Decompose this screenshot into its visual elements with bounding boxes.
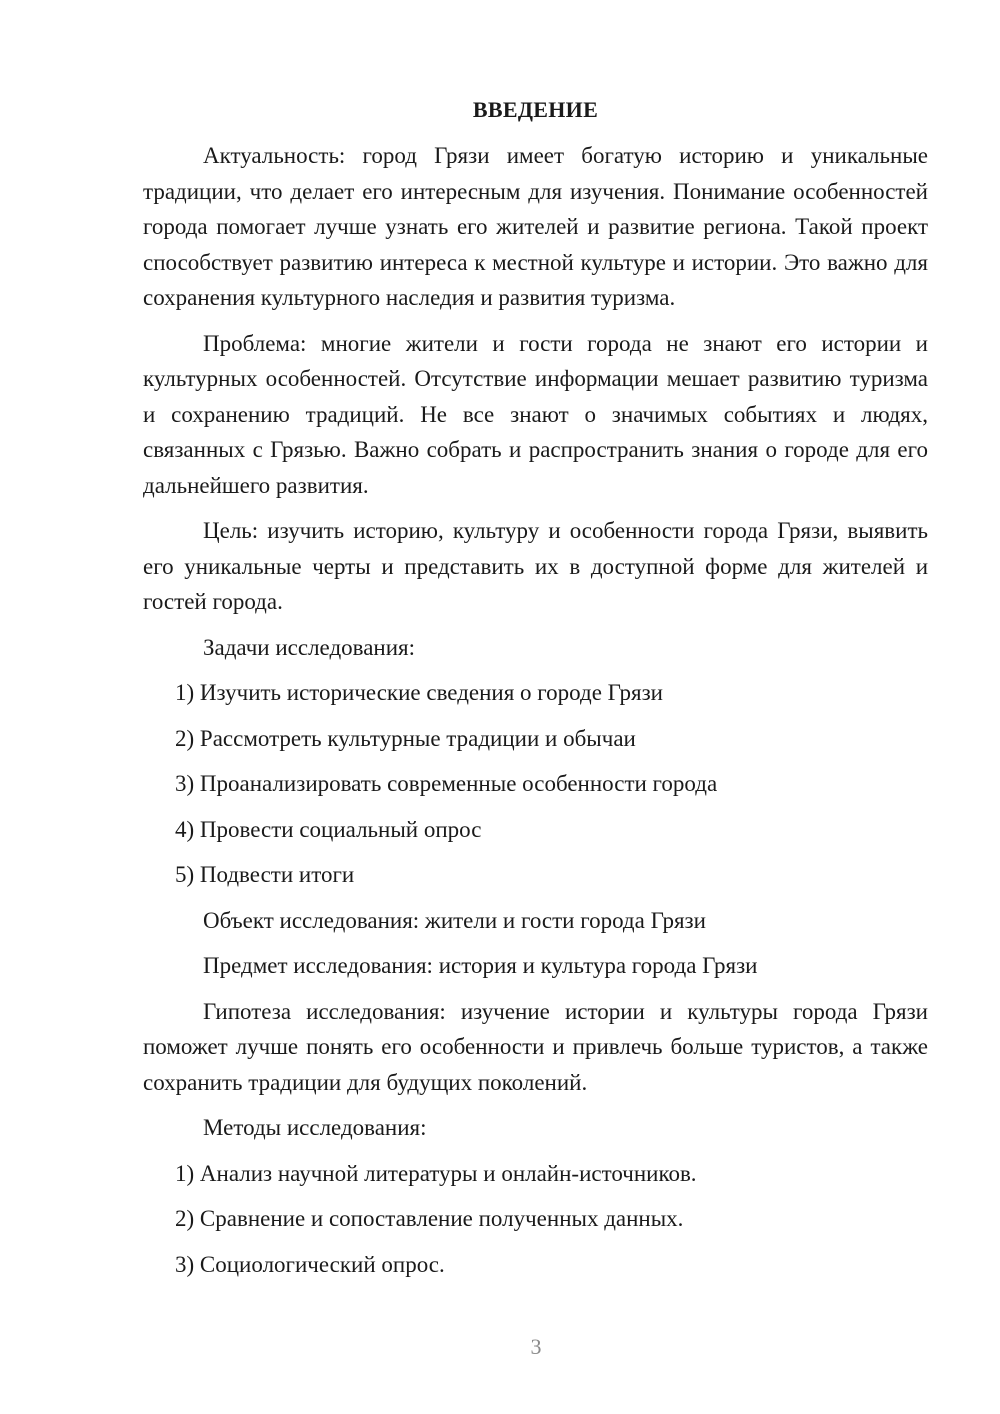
method-item: 3) Социологический опрос. <box>175 1251 445 1277</box>
method-item: 1) Анализ научной литературы и онлайн-источников. <box>175 1160 697 1186</box>
task-item: 5) Подвести итоги <box>175 862 355 887</box>
task-item: 1) Изучить исторические сведения о городе Грязи <box>175 680 663 705</box>
hypothesis-paragraph: Гипотеза исследования: изучение истории и культуры города Грязи поможет лучше понять его особенности и привлечь больше туристов, а также сохранить традиции для будущих поколений. <box>143 998 928 1095</box>
methods-heading: Методы исследования: <box>203 1115 427 1140</box>
research-subject: Предмет исследования: история и культура города Грязи <box>203 953 758 978</box>
goal-paragraph: Цель: изучить историю, культуру и особенности города Грязи, выявить его уникальные черты и представить их в доступной форме для жителей и гостей города. <box>143 518 928 614</box>
tasks-heading: Задачи исследования: <box>203 634 416 660</box>
relevance-paragraph: Актуальность: город Грязи имеет богатую историю и уникальные традиции, что делает его интересным для изучения. Понимание особенностей города помогает лучше узнать его жителей и развитие региона. Такой проект способствует развитию интереса к местной культуре и истории. Это важно для сохранения культурного наследия и развития туризма. <box>143 143 928 310</box>
task-item: 4) Провести социальный опрос <box>175 816 482 842</box>
task-item: 2) Рассмотреть культурные традиции и обычаи <box>175 725 636 751</box>
method-item: 2) Сравнение и сопоставление полученных данных. <box>175 1206 684 1231</box>
document-page <box>143 92 928 1292</box>
page-number: 3 <box>530 1334 542 1359</box>
section-heading: ВВЕДЕНИЕ <box>472 97 599 122</box>
research-object: Объект исследования: жители и гости города Грязи <box>203 907 706 933</box>
task-item: 3) Проанализировать современные особенности города <box>175 771 718 796</box>
problem-paragraph: Проблема: многие жители и гости города не знают его истории и культурных особенностей. Отсутствие информации мешает развитию туризма и сохранению традиций. Не все знают о значимых событиях и людях, связанных с Грязью. Важно собрать и распространить знания о городе для его дальнейшего развития. <box>143 330 928 498</box>
